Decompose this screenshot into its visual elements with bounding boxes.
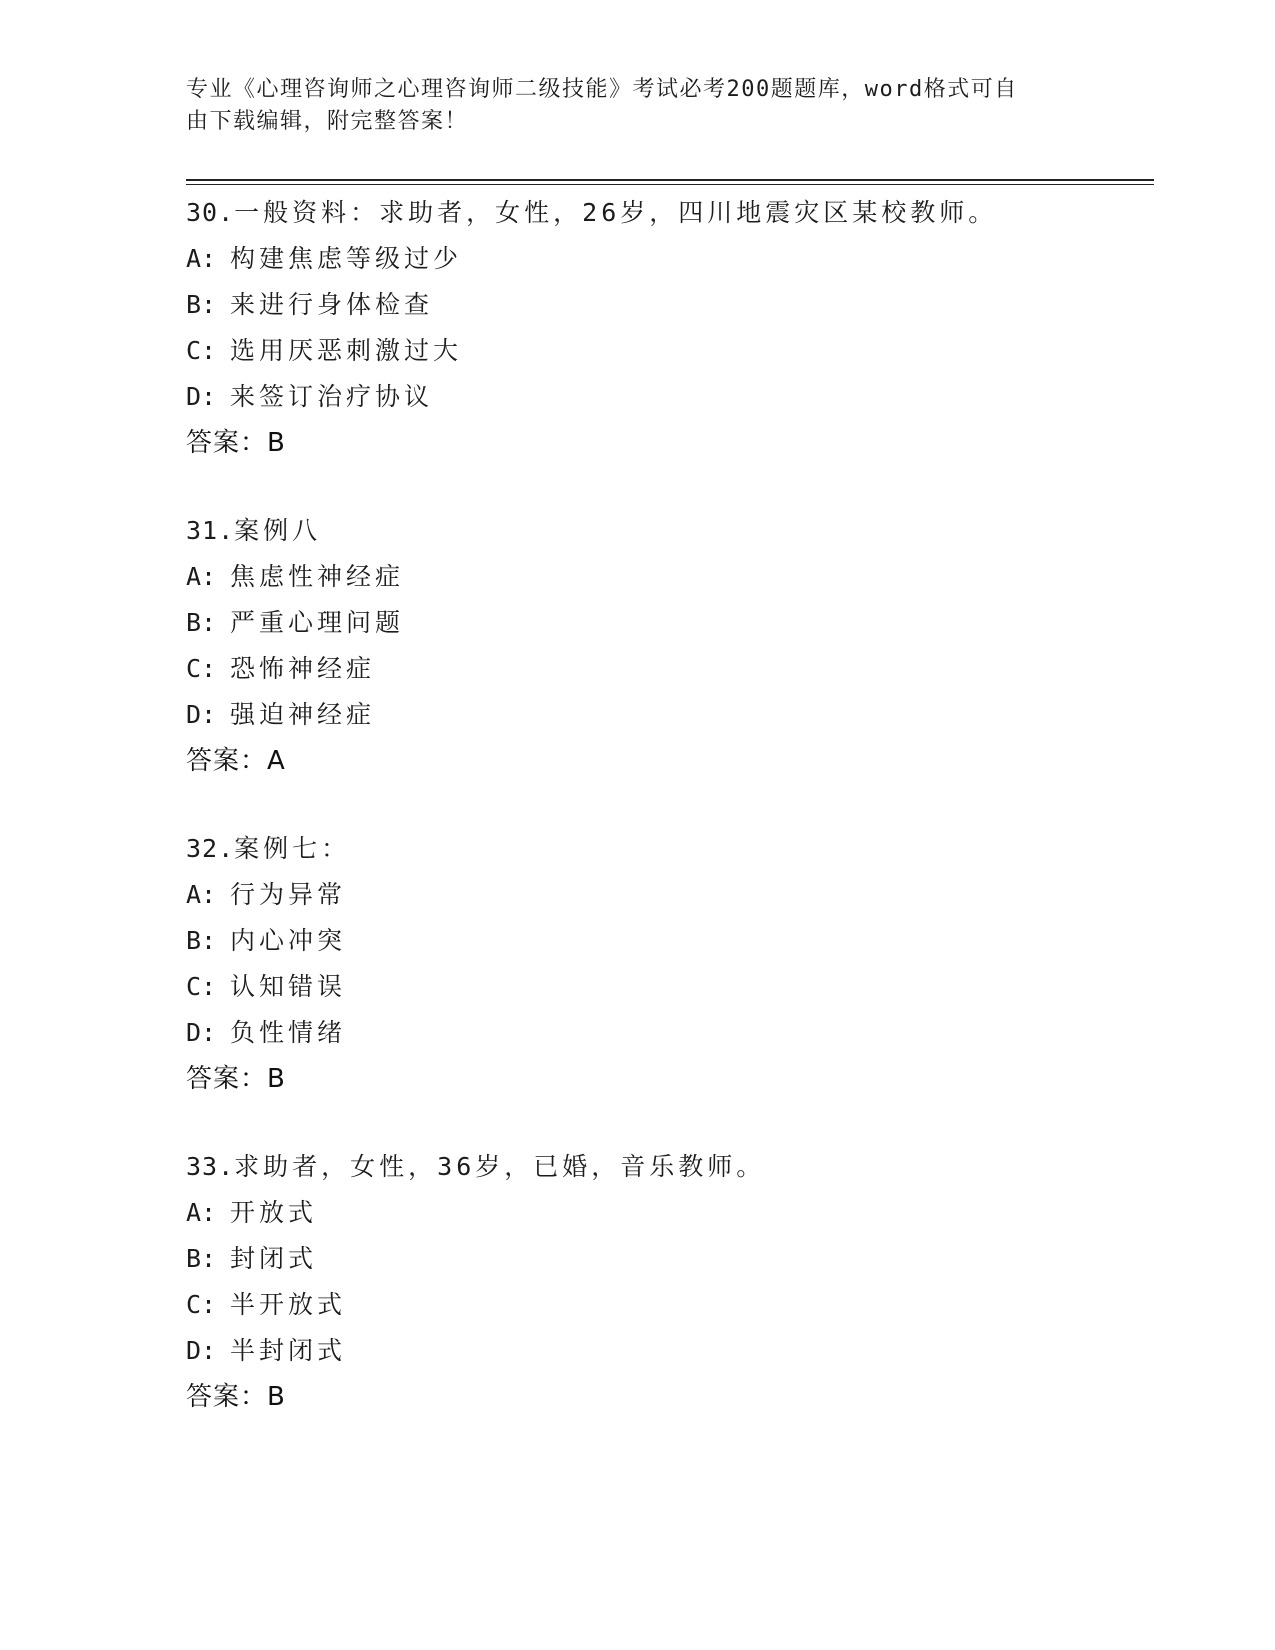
- option-b: [186, 918, 1146, 964]
- question-number: 32.: [186, 834, 235, 863]
- option-d: [186, 1010, 1146, 1056]
- answer-line: 答案：B: [186, 428, 286, 458]
- option-key: B:: [186, 926, 217, 955]
- question-stem: [186, 190, 1146, 236]
- question-number: 30.: [186, 198, 235, 227]
- option-key: C:: [186, 1290, 217, 1319]
- header-divider-thick: [186, 179, 1154, 181]
- option-key: B:: [186, 608, 217, 637]
- question-stem: [186, 1144, 1146, 1190]
- option-key: A:: [186, 1198, 217, 1227]
- option-a: [186, 1190, 1146, 1236]
- option-key: A:: [186, 244, 217, 273]
- option-c: [186, 1282, 1146, 1328]
- document-header: [186, 74, 1086, 138]
- question-number: 33.: [186, 1152, 235, 1181]
- question-text: 案例八: [234, 516, 322, 545]
- option-b: [186, 600, 1146, 646]
- option-text: 半开放式: [230, 1290, 347, 1319]
- answer-line: 答案：A: [186, 746, 286, 776]
- option-key: C:: [186, 654, 217, 683]
- option-text: 负性情绪: [230, 1018, 347, 1047]
- header-line-1: 专业《心理咨询师之心理咨询师二级技能》考试必考200题题库，word格式可自: [186, 77, 1018, 102]
- option-b: [186, 282, 1146, 328]
- option-c: [186, 964, 1146, 1010]
- option-text: 焦虑性神经症: [230, 562, 405, 591]
- option-key: D:: [186, 382, 217, 411]
- option-key: A:: [186, 562, 217, 591]
- header-line-2: 由下载编辑，附完整答案！: [186, 109, 469, 134]
- option-key: C:: [186, 972, 217, 1001]
- option-text: 选用厌恶刺激过大: [230, 336, 463, 365]
- option-key: B:: [186, 1244, 217, 1273]
- option-c: [186, 646, 1146, 692]
- option-key: D:: [186, 1018, 217, 1047]
- option-text: 来签订治疗协议: [230, 382, 434, 411]
- option-d: [186, 1328, 1146, 1374]
- option-text: 半封闭式: [230, 1336, 347, 1365]
- option-text: 强迫神经症: [230, 700, 376, 729]
- option-a: [186, 236, 1146, 282]
- option-text: 行为异常: [230, 880, 347, 909]
- option-c: [186, 328, 1146, 374]
- question-30: [186, 190, 1146, 466]
- option-text: 严重心理问题: [230, 608, 405, 637]
- option-key: D:: [186, 700, 217, 729]
- question-31: [186, 508, 1146, 784]
- option-key: A:: [186, 880, 217, 909]
- option-text: 构建焦虑等级过少: [230, 244, 463, 273]
- option-d: [186, 374, 1146, 420]
- option-text: 内心冲突: [230, 926, 347, 955]
- question-list: [186, 190, 1146, 1462]
- question-33: [186, 1144, 1146, 1420]
- header-divider-thin: [186, 184, 1154, 185]
- question-text: 求助者，女性，36岁，已婚，音乐教师。: [234, 1152, 766, 1181]
- option-text: 开放式: [230, 1198, 318, 1227]
- question-text: 一般资料：求助者，女性，26岁，四川地震灾区某校教师。: [234, 198, 998, 227]
- option-text: 来进行身体检查: [230, 290, 434, 319]
- option-key: C:: [186, 336, 217, 365]
- question-text: 案例七：: [234, 834, 351, 863]
- answer-line: 答案：B: [186, 1064, 286, 1094]
- option-a: [186, 554, 1146, 600]
- question-stem: [186, 508, 1146, 554]
- option-key: D:: [186, 1336, 217, 1365]
- question-32: [186, 826, 1146, 1102]
- answer-line: 答案：B: [186, 1382, 286, 1412]
- option-text: 恐怖神经症: [230, 654, 376, 683]
- option-text: 封闭式: [230, 1244, 318, 1273]
- option-key: B:: [186, 290, 217, 319]
- question-number: 31.: [186, 516, 235, 545]
- option-a: [186, 872, 1146, 918]
- option-text: 认知错误: [230, 972, 347, 1001]
- option-d: [186, 692, 1146, 738]
- option-b: [186, 1236, 1146, 1282]
- question-stem: [186, 826, 1146, 872]
